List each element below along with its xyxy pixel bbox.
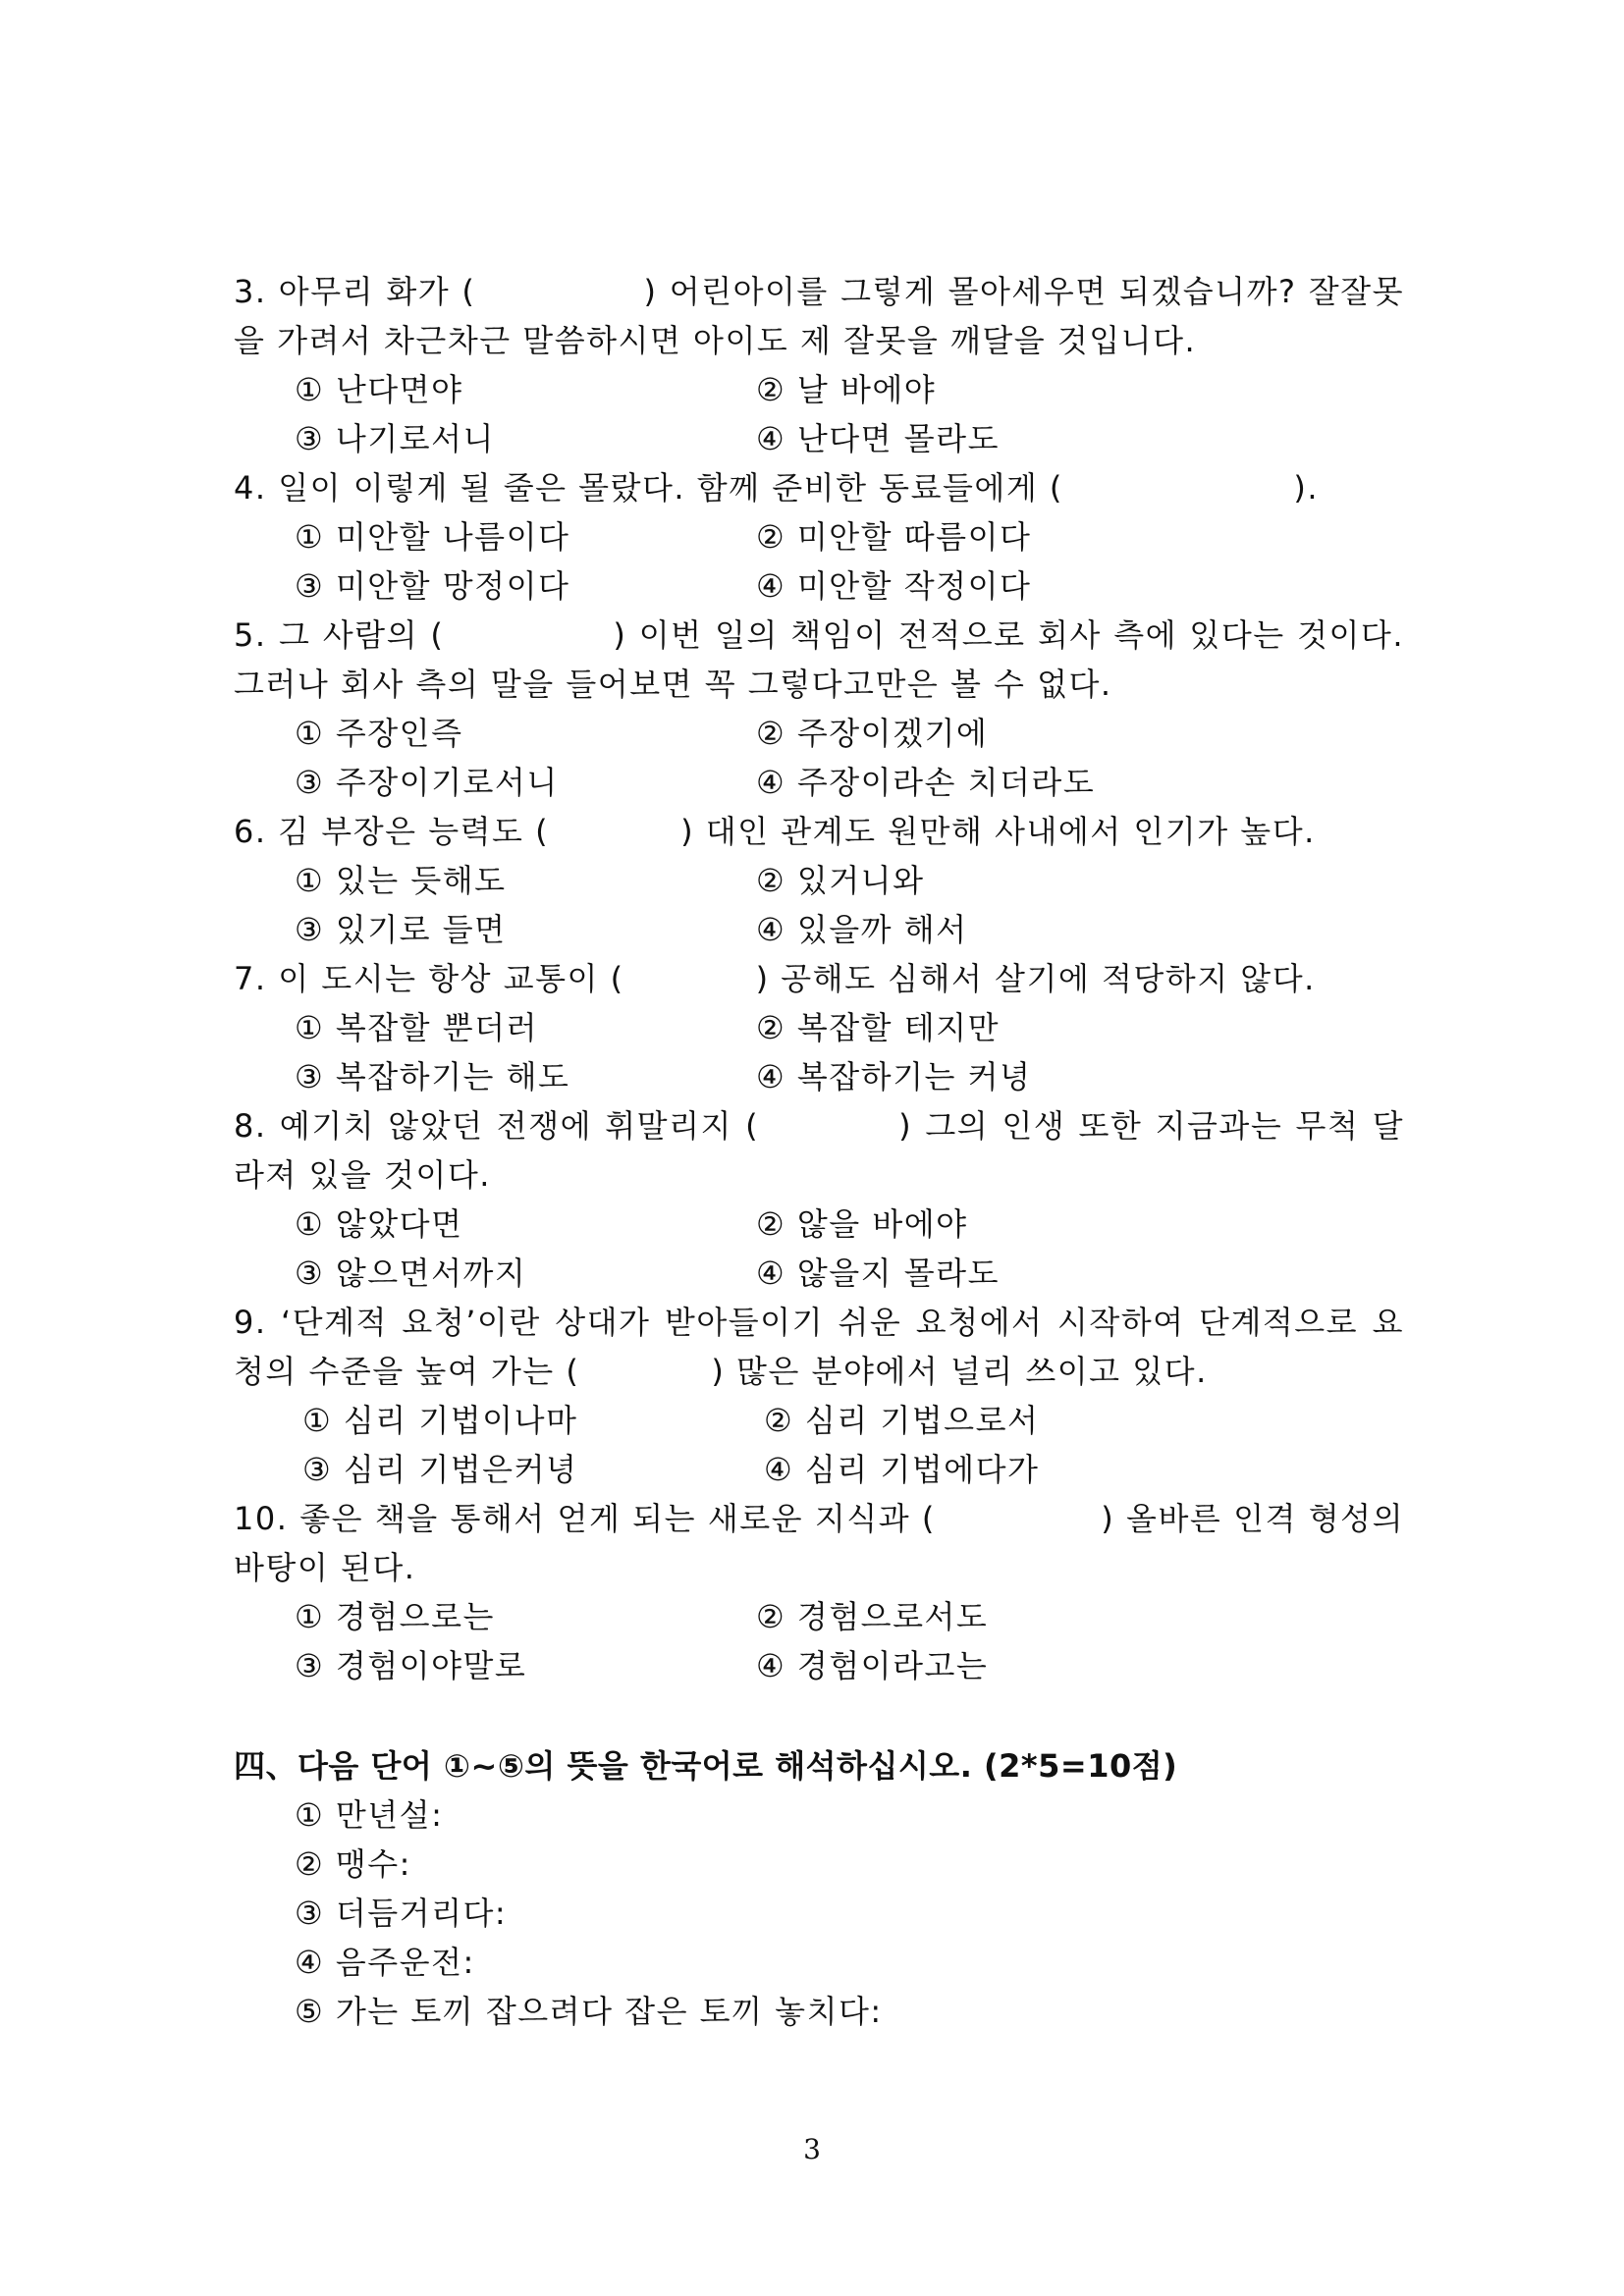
option-2: ② 경험으로서도 [756, 1598, 989, 1635]
option-grid [302, 1396, 1404, 1494]
option-grid [295, 1200, 1404, 1298]
option-4: ④ 있을까 해서 [756, 911, 968, 948]
option-3: ③ 주장이기로서니 [295, 764, 559, 801]
vocab-item: ② 맹수: [295, 1845, 411, 1883]
option-2: ② 미안할 따름이다 [756, 518, 1032, 556]
option-4: ④ 주장이라손 치더라도 [756, 764, 1096, 801]
option-2: ② 복잡할 테지만 [756, 1009, 1001, 1046]
question-9 [234, 1298, 1404, 1494]
question-text: 6. 김 부장은 능력도 ( ) 대인 관계도 원만해 사내에서 인기가 높다. [234, 813, 1316, 850]
option-1: ① 난다면야 [295, 371, 463, 408]
option-grid [295, 365, 1404, 463]
option-1: ① 있는 듯해도 [295, 862, 507, 899]
option-3: ③ 있기로 들면 [295, 911, 507, 948]
option-4: ④ 복잡하기는 커녕 [756, 1058, 1032, 1095]
option-3: ③ 않으면서까지 [295, 1255, 527, 1292]
question-5 [234, 611, 1404, 807]
option-4: ④ 않을지 몰라도 [756, 1255, 1001, 1292]
option-3: ③ 나기로서니 [295, 420, 495, 457]
question-3 [234, 267, 1404, 463]
question-10 [234, 1494, 1404, 1690]
question-4 [234, 463, 1404, 611]
option-3: ③ 심리 기법은커녕 [302, 1451, 578, 1488]
option-4: ④ 미안할 작정이다 [756, 567, 1032, 605]
section-4-title: 四、다음 단어 ①~⑤의 뜻을 한국어로 해석하십시오. (2*5=10점) [234, 1747, 1178, 1785]
page-number: 3 [803, 2133, 821, 2165]
option-1: ① 경험으로는 [295, 1598, 495, 1635]
question-6 [234, 807, 1404, 954]
option-4: ④ 심리 기법에다가 [764, 1451, 1040, 1488]
question-text: 3. 아무리 화가 ( ) 어린아이를 그렇게 몰아세우면 되겠습니까? 잘잘못을 가려서 차근차근 말씀하시면 아이도 제 잘못을 깨달을 것입니다. [234, 273, 1404, 359]
option-2: ② 심리 기법으로서 [764, 1402, 1040, 1439]
option-2: ② 주장이겠기에 [756, 715, 989, 752]
vocab-item: ③ 더듬거리다: [295, 1895, 508, 1932]
option-2: ② 않을 바에야 [756, 1205, 968, 1243]
vocab-item: ⑤ 가는 토끼 잡으려다 잡은 토끼 놓치다: [295, 1993, 883, 2030]
option-1: ① 않았다면 [295, 1205, 463, 1243]
option-grid [295, 1003, 1404, 1101]
option-1: ① 심리 기법이나마 [302, 1402, 578, 1439]
question-text: 5. 그 사람의 ( ) 이번 일의 책임이 전적으로 회사 측에 있다는 것이다. 그러나 회사 측의 말을 들어보면 꼭 그렇다고만은 볼 수 없다. [234, 616, 1404, 703]
option-grid [295, 512, 1404, 611]
question-7 [234, 954, 1404, 1101]
vocab-list [295, 1790, 1404, 2036]
question-text: 8. 예기치 않았던 전쟁에 휘말리지 ( ) 그의 인생 또한 지금과는 무척 달라져 있을 것이다. [234, 1107, 1404, 1194]
option-grid [295, 856, 1404, 954]
option-2: ② 날 바에야 [756, 371, 937, 408]
vocab-item: ④ 음주운전: [295, 1944, 475, 1981]
question-text: 9. ‘단계적 요청’이란 상대가 받아들이기 쉬운 요청에서 시작하여 단계적으로 요청의 수준을 높여 가는 ( ) 많은 분야에서 널리 쓰이고 있다. [234, 1304, 1404, 1390]
question-text: 10. 좋은 책을 통해서 얻게 되는 새로운 지식과 ( ) 올바른 인격 형성의 바탕이 된다. [234, 1500, 1404, 1586]
question-text: 7. 이 도시는 항상 교통이 ( ) 공해도 심해서 살기에 적당하지 않다. [234, 960, 1316, 997]
question-8 [234, 1101, 1404, 1298]
option-4: ④ 경험이라고는 [756, 1647, 989, 1684]
question-text: 4. 일이 이렇게 될 줄은 몰랐다. 함께 준비한 동료들에게 ( ). [234, 469, 1320, 507]
option-1: ① 미안할 나름이다 [295, 518, 570, 556]
option-3: ③ 경험이야말로 [295, 1647, 527, 1684]
page-content [234, 267, 1404, 2036]
option-3: ③ 복잡하기는 해도 [295, 1058, 570, 1095]
vocab-item: ① 만년설: [295, 1796, 444, 1834]
option-1: ① 복잡할 뿐더러 [295, 1009, 539, 1046]
option-grid [295, 1592, 1404, 1690]
option-3: ③ 미안할 망정이다 [295, 567, 570, 605]
option-grid [295, 709, 1404, 807]
option-4: ④ 난다면 몰라도 [756, 420, 1001, 457]
option-2: ② 있거니와 [756, 862, 925, 899]
option-1: ① 주장인즉 [295, 715, 463, 752]
